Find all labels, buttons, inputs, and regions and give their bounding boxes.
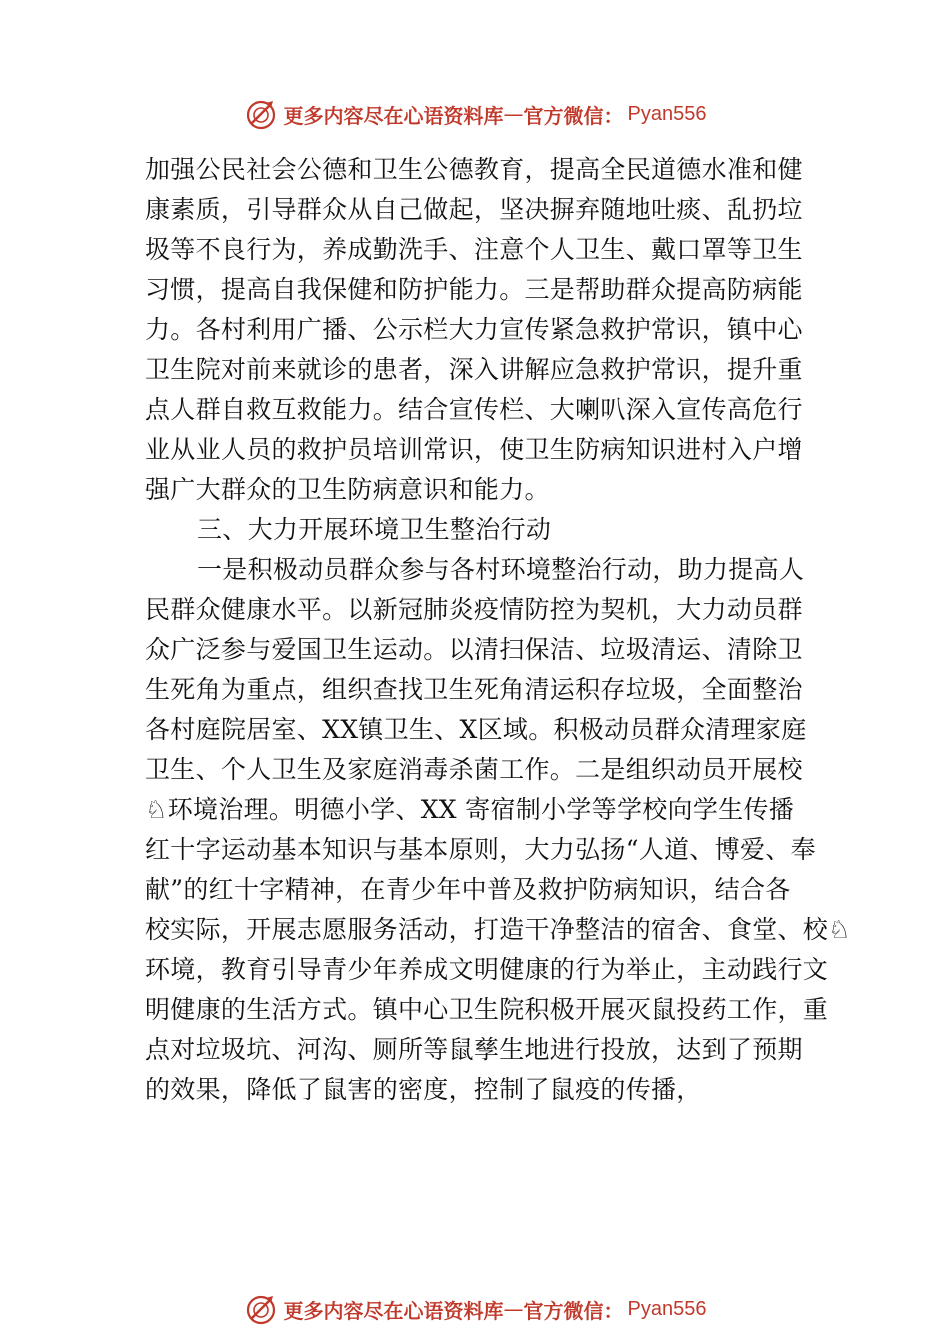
banner-wechat-id: Pyan556: [627, 102, 707, 125]
body-line: 众广泛参与爱国卫生运动。以清扫保洁、垃圾清运、清除卫: [145, 635, 803, 664]
body-line: 各村庭院居室、XX镇卫生、X区域。积极动员群众清理家庭: [145, 715, 807, 744]
body-line: 卫生、个人卫生及家庭消毒杀菌工作。二是组织动员开展校: [145, 755, 803, 784]
brand-logo-icon: [244, 97, 278, 131]
body-line: 一是积极动员群众参与各村环境整治行动，助力提高人: [197, 555, 805, 584]
banner-wechat-label: 官方微信：: [523, 103, 624, 128]
banner-dash: —: [503, 1297, 524, 1321]
body-line: 民群众健康水平。以新冠肺炎疫情防控为契机，大力动员群: [145, 595, 803, 624]
body-line: 的效果，降低了鼠害的密度，控制了鼠疫的传播，: [145, 1075, 702, 1104]
body-line: 习惯，提高自我保健和防护能力。三是帮助群众提高防病能: [145, 275, 803, 304]
body-line: 强广大群众的卫生防病意识和能力。: [145, 475, 550, 504]
body-line: ♘环境治理。明德小学、XX 寄宿制小学等学校向学生传播: [145, 795, 795, 824]
body-line: 力。各村利用广播、公示栏大力宣传紧急救护常识，镇中心: [145, 315, 803, 344]
body-line: 点人群自救互救能力。结合宣传栏、大喇叭深入宣传高危行: [145, 395, 803, 424]
banner-brand-text: 更多内容尽在心语资料库: [283, 103, 504, 128]
document-body: [145, 150, 851, 1110]
body-line: 康素质，引导群众从自己做起，坚决摒弃随地吐痰、乱扔垃: [145, 195, 803, 224]
body-line: 明健康的生活方式。镇中心卫生院积极开展灭鼠投药工作，重: [145, 995, 829, 1024]
header-watermark-banner: [0, 94, 950, 134]
banner-wechat-label: 官方微信：: [523, 1298, 624, 1323]
banner-dash: —: [503, 102, 524, 126]
section-heading: 三、大力开展环境卫生整治行动: [197, 515, 552, 544]
brand-logo-icon: [244, 1292, 278, 1326]
body-line: 圾等不良行为，养成勤洗手、注意个人卫生、戴口罩等卫生: [145, 235, 803, 264]
footer-watermark-banner: [0, 1289, 950, 1329]
banner-brand-text: 更多内容尽在心语资料库: [283, 1298, 504, 1323]
body-line: 生死角为重点，组织查找卫生死角清运积存垃圾，全面整治: [145, 675, 803, 704]
body-line: 卫生院对前来就诊的患者，深入讲解应急救护常识，提升重: [145, 355, 803, 384]
body-line: 校实际，开展志愿服务活动，打造干净整洁的宿舍、食堂、校♘: [145, 915, 851, 944]
body-line: 业从业人员的救护员培训常识，使卫生防病知识进村入户增: [145, 435, 803, 464]
body-line: 红十字运动基本知识与基本原则，大力弘扬“人道、博爱、奉: [145, 835, 816, 864]
body-line: 环境，教育引导青少年养成文明健康的行为举止，主动践行文: [145, 955, 829, 984]
body-line: 加强公民社会公德和卫生公德教育，提高全民道德水准和健: [145, 155, 803, 184]
body-line: 点对垃圾坑、河沟、厕所等鼠孳生地进行投放，达到了预期: [145, 1035, 803, 1064]
body-line: 献”的红十字精神，在青少年中普及救护防病知识，结合各: [145, 875, 791, 904]
banner-wechat-id: Pyan556: [627, 1297, 707, 1320]
